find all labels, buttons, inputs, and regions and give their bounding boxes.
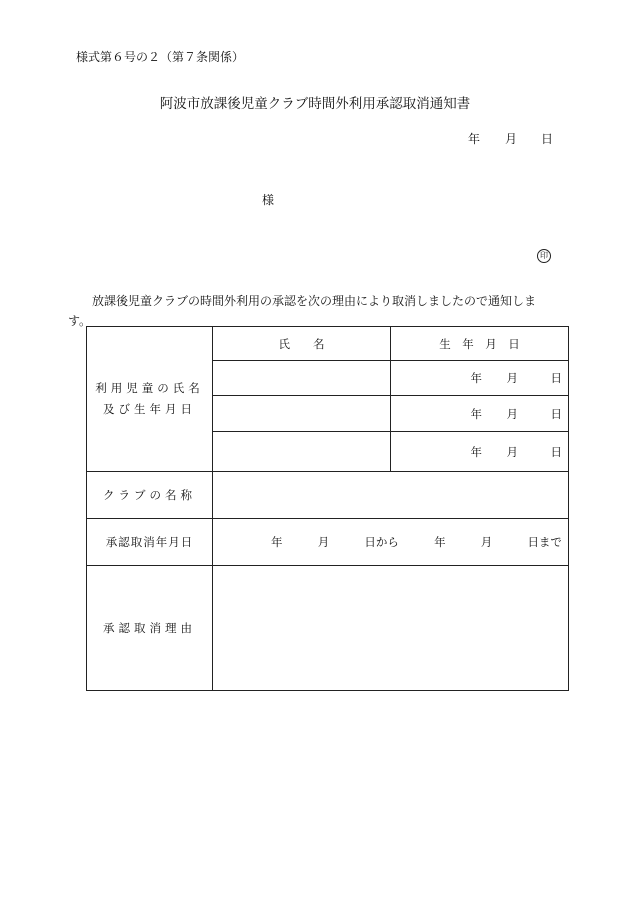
child-label-line2: 及び生年月日 xyxy=(103,402,196,416)
cancel-date-label: 承認取消年月日 xyxy=(87,519,213,566)
child-birthdate-field-2[interactable] xyxy=(391,396,569,432)
birthdate-column-header: 生 年 月 日 xyxy=(391,327,569,361)
addressee-honorific: 様 xyxy=(262,193,275,207)
birth-day-3: 日 xyxy=(550,444,562,459)
form-number: 様式第６号の２（第７条関係） xyxy=(76,50,245,64)
child-name-field-2[interactable] xyxy=(213,396,391,432)
issue-date-year: 年 xyxy=(468,132,481,146)
child-birthdate-field-1[interactable] xyxy=(391,361,569,396)
cancel-reason-field[interactable] xyxy=(213,566,569,691)
club-name-label: クラブの名称 xyxy=(87,472,213,519)
notice-body-line2: す。 xyxy=(68,314,92,328)
cancel-period-field[interactable] xyxy=(213,519,569,566)
child-label-cell xyxy=(87,327,213,472)
notice-body xyxy=(68,291,568,331)
child-birthdate-field-3[interactable] xyxy=(391,432,569,472)
seal-icon: 印 xyxy=(537,249,551,263)
period-end-day: 日まで xyxy=(527,535,562,549)
period-end-month: 月 xyxy=(480,535,493,549)
issue-date-day: 日 xyxy=(541,132,554,146)
birth-day-1: 日 xyxy=(550,371,562,385)
child-name-field-3[interactable] xyxy=(213,432,391,472)
birth-year-2: 年 xyxy=(470,406,482,421)
name-column-header: 氏 名 xyxy=(213,327,391,361)
birth-month-3: 月 xyxy=(506,444,518,459)
notice-body-line1: 放課後児童クラブの時間外利用の承認を次の理由により取消しましたので通知しま xyxy=(92,294,537,308)
period-end-year: 年 xyxy=(434,535,446,549)
birth-year-3: 年 xyxy=(470,444,482,459)
birth-day-2: 日 xyxy=(550,406,562,421)
birth-month-2: 月 xyxy=(506,406,518,421)
period-start-day: 日から xyxy=(364,535,399,549)
issue-date-month: 月 xyxy=(505,132,518,146)
child-name-field-1[interactable] xyxy=(213,361,391,396)
birth-year-1: 年 xyxy=(470,371,482,385)
period-start-month: 月 xyxy=(317,535,330,549)
notice-form-table xyxy=(86,326,569,691)
page-title: 阿波市放課後児童クラブ時間外利用承認取消通知書 xyxy=(159,96,471,112)
period-start-year: 年 xyxy=(271,535,283,549)
cancel-reason-label: 承認取消理由 xyxy=(87,566,213,691)
child-label-line1: 利用児童の氏名 xyxy=(95,381,204,395)
club-name-field[interactable] xyxy=(213,472,569,519)
birth-month-1: 月 xyxy=(506,371,518,385)
